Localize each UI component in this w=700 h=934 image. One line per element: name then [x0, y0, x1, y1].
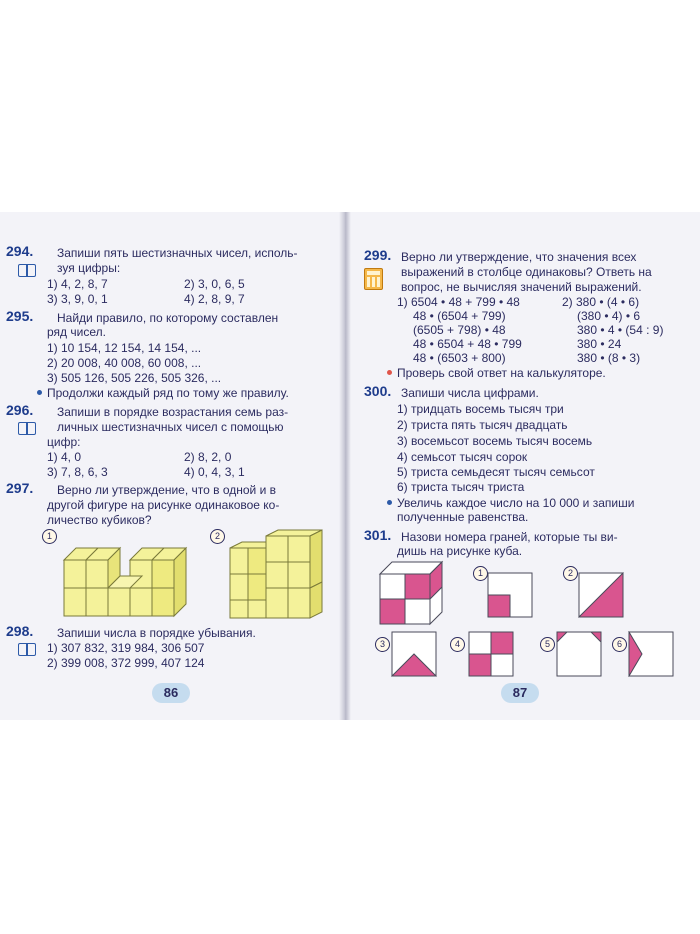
problem-297-text: Верно ли утверждение, что в одной и в — [57, 483, 276, 497]
problem-300-task: полученные равенства. — [397, 510, 529, 524]
cube-figure-2 — [226, 528, 326, 620]
problem-298-numbers: 1) 307 832, 319 984, 306 507 — [47, 641, 205, 655]
face-3 — [391, 631, 437, 677]
figure-2-label: 2 — [210, 529, 225, 544]
cube-drawing — [376, 560, 448, 628]
number-word-5: 5) триста семьдесят тысяч семьсот — [397, 465, 595, 479]
expression-1e: 48 • (6503 + 800) — [413, 351, 506, 365]
expression-2b: (380 • 4) • 6 — [577, 309, 641, 323]
number-word-3: 3) восемьсот восемь тысяч восемь — [397, 434, 593, 448]
problem-296-text: Запиши в порядке возрастания семь раз- — [57, 405, 289, 419]
problem-297-number: 297. — [6, 480, 34, 496]
face-1 — [487, 572, 533, 618]
problem-296-number: 296. — [6, 402, 34, 418]
problem-300-text: Запиши числа цифрами. — [401, 386, 539, 400]
expression-2d: 380 • 24 — [577, 337, 622, 351]
problem-296-digits: 2) 8, 2, 0 — [184, 450, 232, 464]
problem-294-text: Запиши пять шестизначных чисел, исполь- — [57, 246, 298, 260]
problem-299-text: выражений в столбце одинаковы? Ответь на — [401, 265, 652, 279]
book-icon — [18, 422, 36, 435]
problem-298-number: 298. — [6, 623, 34, 639]
cube-figure-1 — [60, 530, 190, 618]
problem-294-digits: 2) 3, 0, 6, 5 — [184, 277, 245, 291]
book-icon — [18, 643, 36, 656]
problem-301-number: 301. — [364, 527, 392, 543]
problem-295-number: 295. — [6, 308, 34, 324]
problem-299-text: вопрос, не вычисляя значений выражений. — [401, 280, 642, 294]
problem-294-digits: 4) 2, 8, 9, 7 — [184, 292, 245, 306]
problem-295-text: ряд чисел. — [47, 325, 106, 339]
expression-1a: 1) 6504 • 48 + 799 • 48 — [397, 295, 520, 309]
problem-298-numbers: 2) 399 008, 372 999, 407 124 — [47, 656, 205, 670]
expression-2a: 2) 380 • (4 • 6) — [562, 295, 640, 309]
number-word-4: 4) семьсот тысяч сорок — [397, 450, 528, 464]
problem-300-task: Увеличь каждое число на 10 000 и запиши — [397, 496, 635, 510]
number-word-1: 1) тридцать восемь тысяч три — [397, 402, 564, 416]
face-2-label: 2 — [563, 566, 578, 581]
problem-299-task: Проверь свой ответ на калькуляторе. — [397, 366, 606, 380]
expression-2e: 380 • (8 • 3) — [577, 351, 641, 365]
face-4-label: 4 — [450, 637, 465, 652]
face-5-label: 5 — [540, 637, 555, 652]
book-icon — [18, 264, 36, 277]
problem-295-sequence: 2) 20 008, 40 008, 60 008, ... — [47, 356, 202, 370]
face-5 — [556, 631, 602, 677]
number-word-6: 6) триста тысяч триста — [397, 480, 525, 494]
problem-295-task: Продолжи каждый ряд по тому же правилу. — [47, 386, 289, 400]
number-word-2: 2) триста пять тысяч двадцать — [397, 418, 568, 432]
problem-299-number: 299. — [364, 247, 392, 263]
bullet-icon — [37, 390, 42, 395]
problem-295-sequence: 1) 10 154, 12 154, 14 154, ... — [47, 341, 202, 355]
calculator-icon — [364, 268, 383, 290]
problem-295-sequence: 3) 505 126, 505 226, 505 326, ... — [47, 371, 222, 385]
problem-296-text: личных шестизначных чисел с помощью — [57, 420, 284, 434]
book-gutter — [339, 212, 351, 720]
problem-298-text: Запиши числа в порядке убывания. — [57, 626, 256, 640]
problem-294-number: 294. — [6, 243, 34, 259]
expression-1d: 48 • 6504 + 48 • 799 — [413, 337, 522, 351]
figure-1-label: 1 — [42, 529, 57, 544]
face-2 — [578, 572, 624, 618]
problem-299-text: Верно ли утверждение, что значения всех — [401, 250, 637, 264]
problem-300-number: 300. — [364, 383, 392, 399]
problem-296-digits: 4) 0, 4, 3, 1 — [184, 465, 245, 479]
face-1-label: 1 — [473, 566, 488, 581]
bullet-icon — [387, 370, 392, 375]
problem-301-text: Назови номера граней, которые ты ви- — [401, 530, 618, 544]
problem-294-digits: 1) 4, 2, 8, 7 — [47, 277, 108, 291]
face-6 — [628, 631, 674, 677]
problem-295-text: Найди правило, по которому составлен — [57, 311, 279, 325]
problem-296-digits: 1) 4, 0 — [47, 450, 82, 464]
problem-297-text: личество кубиков? — [47, 513, 152, 527]
problem-296-text: цифр: — [47, 435, 81, 449]
face-6-label: 6 — [612, 637, 627, 652]
bullet-icon — [387, 500, 392, 505]
expression-1b: 48 • (6504 + 799) — [413, 309, 506, 323]
problem-296-digits: 3) 7, 8, 6, 3 — [47, 465, 108, 479]
face-3-label: 3 — [375, 637, 390, 652]
problem-294-digits: 3) 3, 9, 0, 1 — [47, 292, 108, 306]
page-number-87: 87 — [501, 683, 539, 703]
problem-301-text: дишь на рисунке куба. — [397, 544, 523, 558]
problem-294-text: зуя цифры: — [57, 261, 121, 275]
expression-1c: (6505 + 798) • 48 — [413, 323, 506, 337]
face-4 — [468, 631, 514, 677]
page-number-86: 86 — [152, 683, 190, 703]
expression-2c: 380 • 4 • (54 : 9) — [577, 323, 664, 337]
problem-297-text: другой фигуре на рисунке одинаковое ко- — [47, 498, 280, 512]
